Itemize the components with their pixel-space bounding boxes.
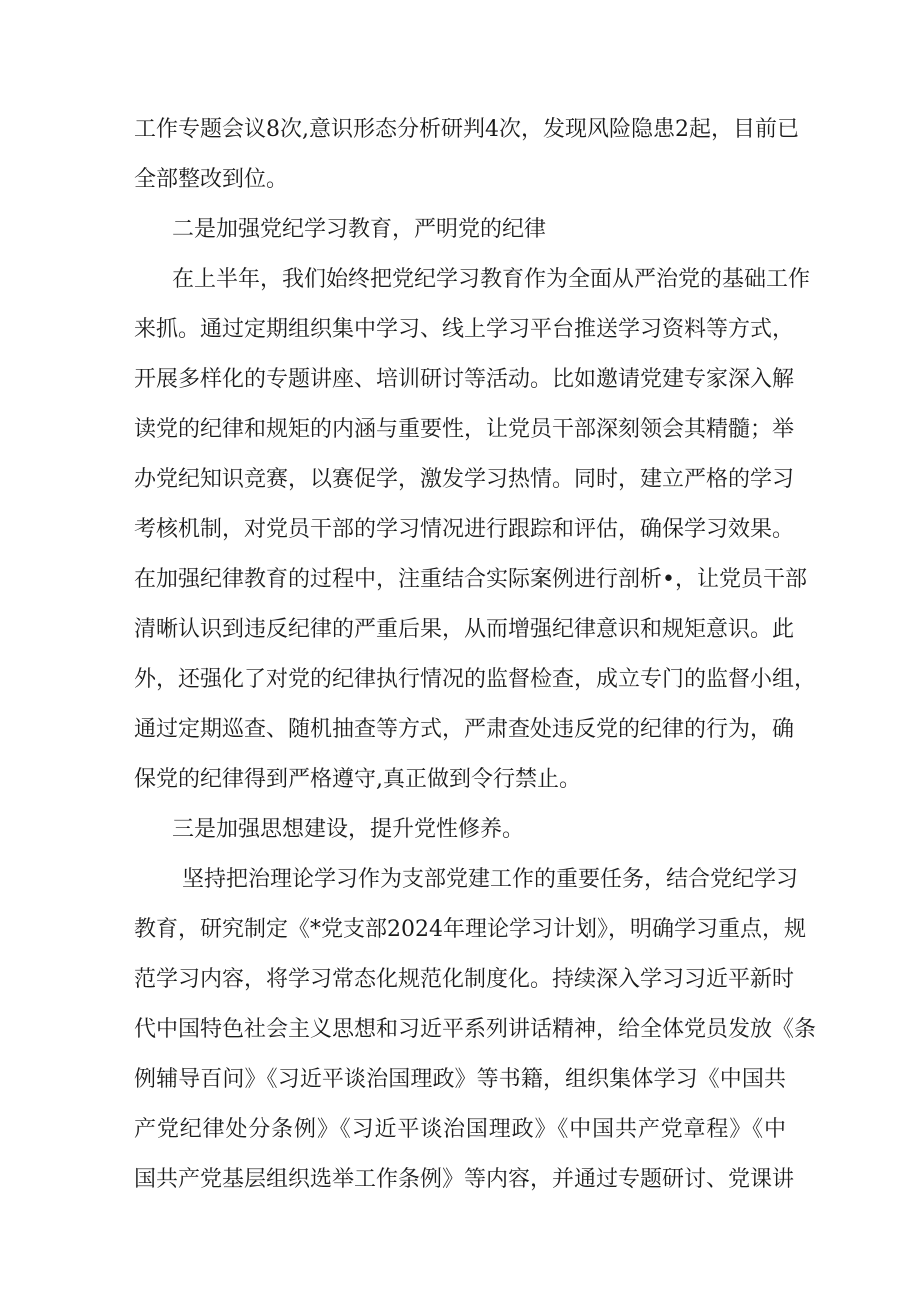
text-line: 全部整改到位。 (134, 167, 289, 192)
text-line: 清晰认识到违反纪律的严重后果，从而增强纪律意识和规矩意识。此 (134, 617, 795, 642)
text-line: 开展多样化的专题讲座、培训研讨等活动。比如邀请党建专家深入解 (134, 367, 795, 392)
text-line: 办党纪知识竞赛，以赛促学，激发学习热情。同时，建立严格的学习 (134, 467, 795, 492)
section-heading: 二是加强党纪学习教育，严明党的纪律 (172, 217, 547, 242)
text-line: 通过定期巡查、随机抽查等方式，严肃查处违反党的纪律的行为，确 (134, 717, 795, 742)
text-line: 坚持把治理论学习作为支部党建工作的重要任务，结合党纪学习 (182, 867, 799, 892)
text-line: 产党纪律处分条例》《习近平谈治国理政》《中国共产党章程》《中 (134, 1117, 786, 1142)
section-heading: 三是加强思想建设，提升党性修养。 (172, 817, 525, 842)
text-line: 读党的纪律和规矩的内涵与重要性，让党员干部深刻领会其精髓；举 (134, 417, 795, 442)
text-line: 范学习内容，将学习常态化规范化制度化。持续深入学习习近平新时 (134, 967, 795, 992)
text-line: 例辅导百问》《习近平谈治国理政》等书籍，组织集体学习《中国共 (134, 1067, 786, 1092)
text-line: 考核机制，对党员干部的学习情况进行跟踪和评估，确保学习效果。 (134, 517, 795, 542)
text-line: 来抓。通过定期组织集中学习、线上学习平台推送学习资料等方式， (134, 317, 795, 342)
text-line: 保党的纪律得到严格遵守,真正做到令行禁止。 (134, 767, 581, 792)
text-line: 外，还强化了对党的纪律执行情况的监督检查，成立专门的监督小组， (134, 667, 817, 692)
text-line: 教育，研究制定《*党支部2024年理论学习计划》，明确学习重点，规 (134, 917, 806, 942)
text-line: 在加强纪律教育的过程中，注重结合实际案例进行剖析•，让党员干部 (134, 567, 807, 592)
text-line: 代中国特色社会主义思想和习近平系列讲话精神，给全体党员发放《条 (134, 1017, 817, 1042)
text-line: 工作专题会议8次,意识形态分析研判4次，发现风险隐患2起，目前已 (134, 117, 799, 142)
text-line: 国共产党基层组织选举工作条例》等内容，并通过专题研讨、党课讲 (134, 1167, 795, 1192)
text-line: 在上半年，我们始终把党纪学习教育作为全面从严治党的基础工作 (172, 267, 811, 292)
